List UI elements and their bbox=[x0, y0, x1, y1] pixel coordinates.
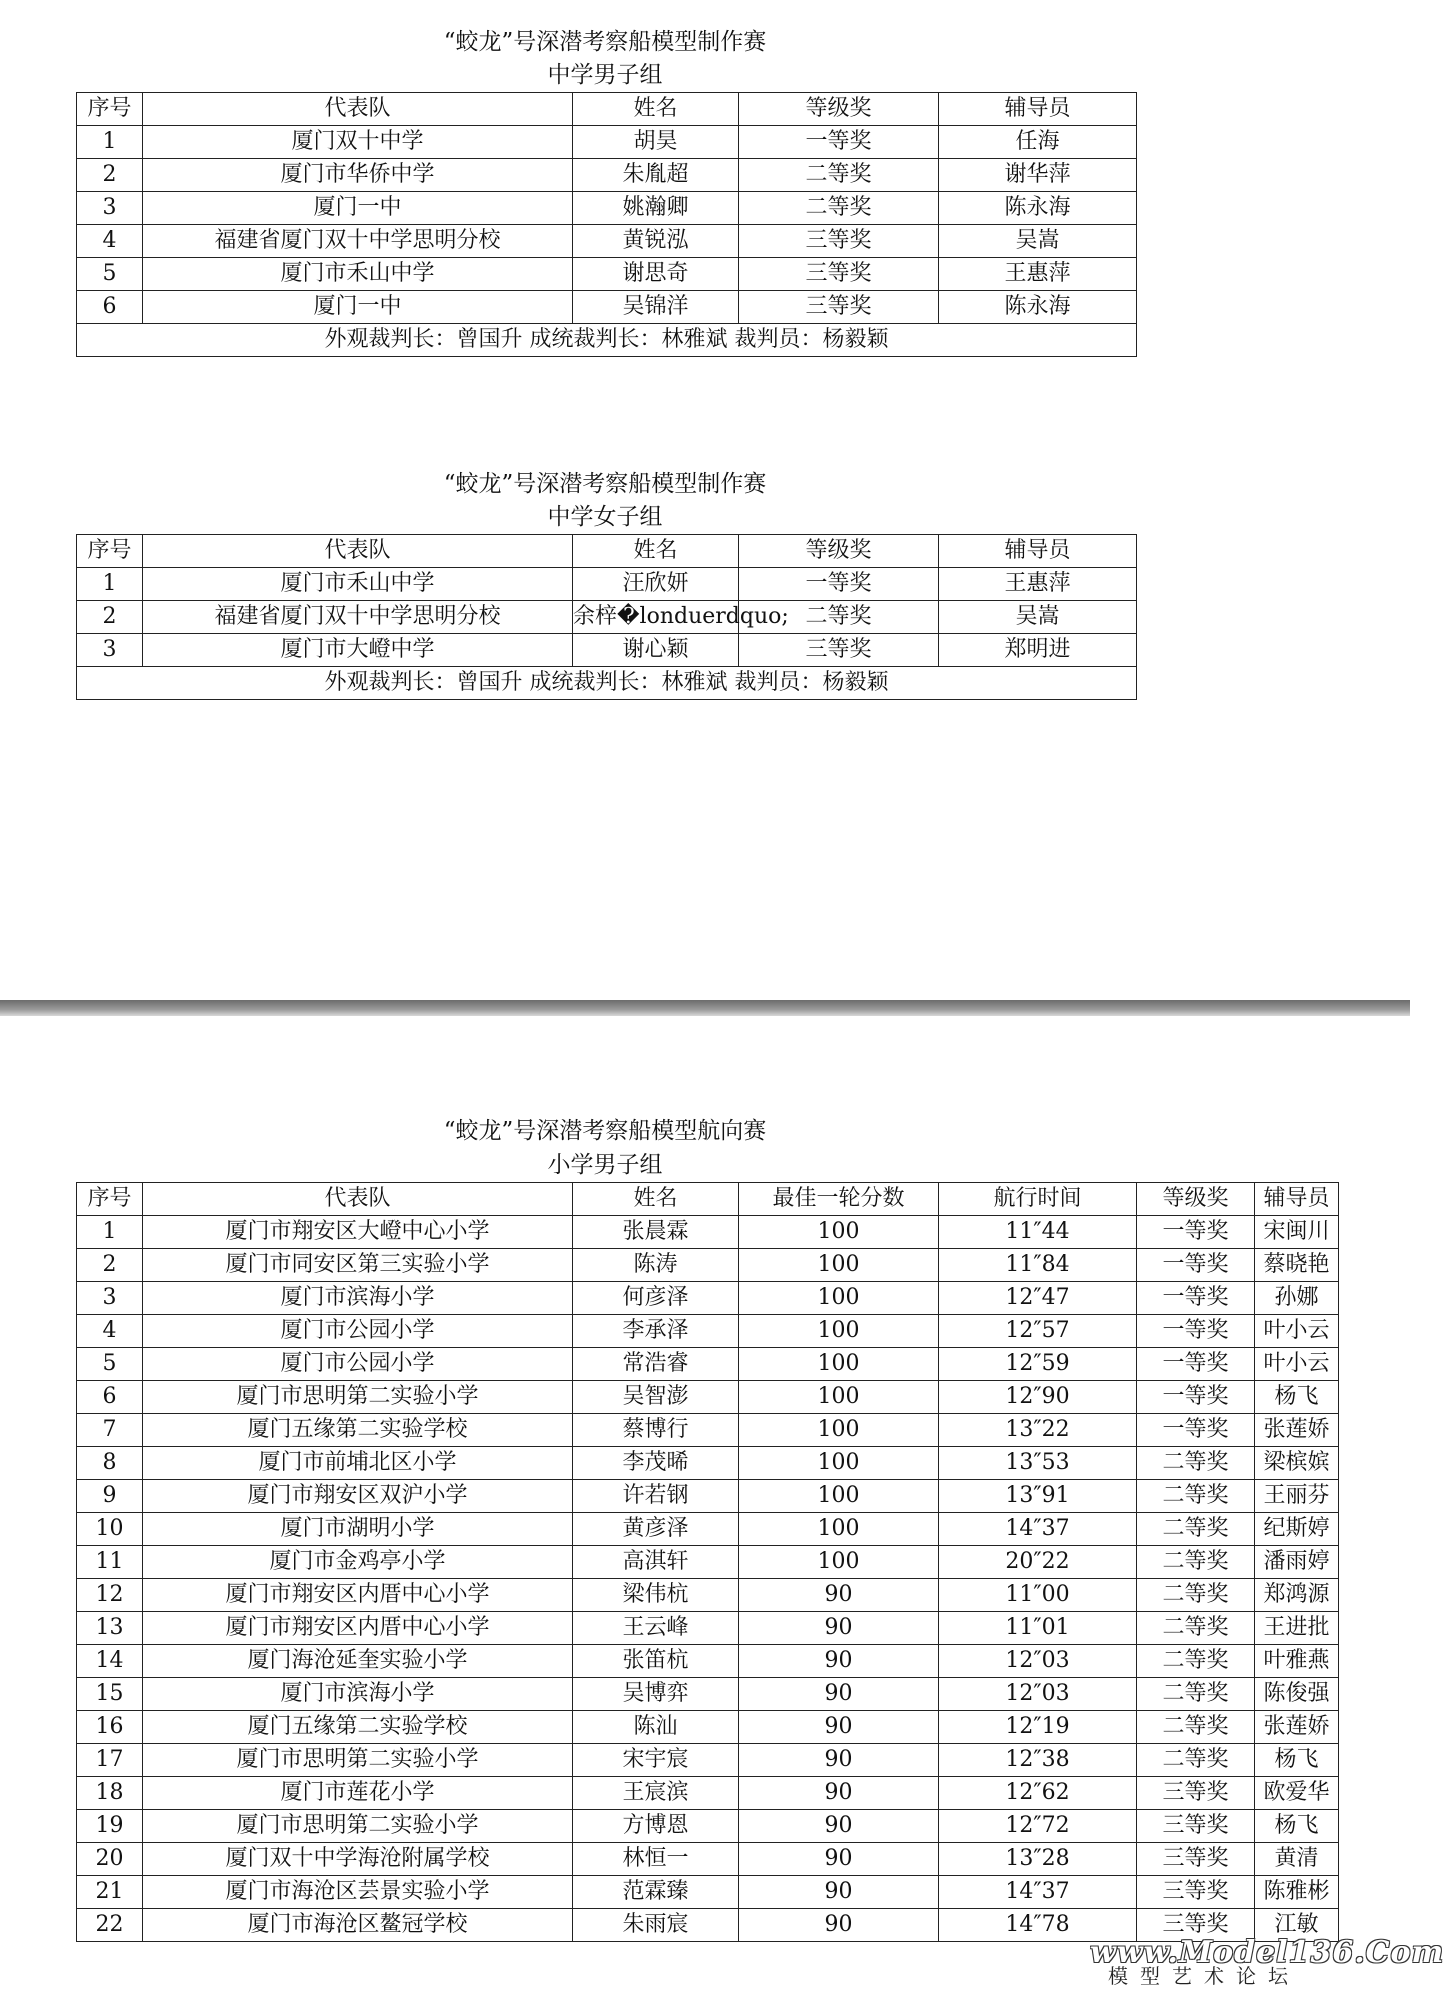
table-cell: 90 bbox=[739, 1744, 939, 1777]
table-cell: 二等奖 bbox=[1137, 1645, 1255, 1678]
table-cell: 叶小云 bbox=[1255, 1315, 1339, 1348]
table-cell: 厦门一中 bbox=[143, 291, 573, 324]
table-cell: 厦门市海沧区鳌冠学校 bbox=[143, 1909, 573, 1942]
table-cell: 陈涛 bbox=[573, 1249, 739, 1282]
table-cell: 孙娜 bbox=[1255, 1282, 1339, 1315]
table-cell: 宋闽川 bbox=[1255, 1216, 1339, 1249]
table-cell: 王云峰 bbox=[573, 1612, 739, 1645]
table-cell: 朱雨宸 bbox=[573, 1909, 739, 1942]
results-table bbox=[76, 92, 1137, 357]
table-cell: 姚瀚卿 bbox=[573, 192, 739, 225]
table-cell: 90 bbox=[739, 1711, 939, 1744]
judges-text: 外观裁判长：曾国升 成统裁判长：林雅斌 裁判员：杨毅颖 bbox=[77, 667, 1137, 700]
column-header: 姓名 bbox=[573, 1183, 739, 1216]
table-cell: 厦门市思明第二实验小学 bbox=[143, 1744, 573, 1777]
table-cell: 厦门市莲花小学 bbox=[143, 1777, 573, 1810]
table-cell: 谢华萍 bbox=[939, 159, 1137, 192]
table-cell: 杨飞 bbox=[1255, 1744, 1339, 1777]
table-cell: 福建省厦门双十中学思明分校 bbox=[143, 225, 573, 258]
table-cell: 二等奖 bbox=[1137, 1744, 1255, 1777]
table-cell: 厦门市禾山中学 bbox=[143, 568, 573, 601]
table-cell: 12 bbox=[77, 1579, 143, 1612]
header-row bbox=[77, 93, 1137, 126]
table-cell: 三等奖 bbox=[1137, 1843, 1255, 1876]
table-cell: 一等奖 bbox=[1137, 1348, 1255, 1381]
table-cell: 厦门市滨海小学 bbox=[143, 1678, 573, 1711]
table-cell: 12″03 bbox=[939, 1645, 1137, 1678]
column-header: 等级奖 bbox=[739, 93, 939, 126]
table-cell: 陈永海 bbox=[939, 192, 1137, 225]
table-cell: 厦门市滨海小学 bbox=[143, 1282, 573, 1315]
table-cell: 陈永海 bbox=[939, 291, 1137, 324]
table-cell: 90 bbox=[739, 1777, 939, 1810]
table-cell: 90 bbox=[739, 1678, 939, 1711]
table-cell: 11″01 bbox=[939, 1612, 1137, 1645]
table-cell: 梁槟嫔 bbox=[1255, 1447, 1339, 1480]
table-row bbox=[77, 1348, 1339, 1381]
table-cell: 王宸滨 bbox=[573, 1777, 739, 1810]
table-cell: 厦门市思明第二实验小学 bbox=[143, 1381, 573, 1414]
table-cell: 厦门市前埔北区小学 bbox=[143, 1447, 573, 1480]
table-cell: 二等奖 bbox=[1137, 1612, 1255, 1645]
table-cell: 方博恩 bbox=[573, 1810, 739, 1843]
table-cell: 二等奖 bbox=[1137, 1579, 1255, 1612]
table-cell: 12″38 bbox=[939, 1744, 1137, 1777]
table-cell: 吴嵩 bbox=[939, 601, 1137, 634]
table-cell: 13″91 bbox=[939, 1480, 1137, 1513]
table-cell: 90 bbox=[739, 1909, 939, 1942]
table-cell: 二等奖 bbox=[1137, 1480, 1255, 1513]
table-cell: 厦门市公园小学 bbox=[143, 1348, 573, 1381]
judges-row bbox=[77, 667, 1137, 700]
table-row bbox=[77, 1216, 1339, 1249]
table-cell: 100 bbox=[739, 1480, 939, 1513]
table-cell: 常浩睿 bbox=[573, 1348, 739, 1381]
table-cell: 17 bbox=[77, 1744, 143, 1777]
table-cell: 厦门市禾山中学 bbox=[143, 258, 573, 291]
table-cell: 厦门市大嶝中学 bbox=[143, 634, 573, 667]
table-row bbox=[77, 568, 1137, 601]
table-cell: 二等奖 bbox=[1137, 1447, 1255, 1480]
table-cell: 11″84 bbox=[939, 1249, 1137, 1282]
table-cell: 厦门一中 bbox=[143, 192, 573, 225]
table-cell: 100 bbox=[739, 1249, 939, 1282]
judges-text: 外观裁判长：曾国升 成统裁判长：林雅斌 裁判员：杨毅颖 bbox=[77, 324, 1137, 357]
table-row bbox=[77, 1249, 1339, 1282]
table-cell: 高淇轩 bbox=[573, 1546, 739, 1579]
table-cell: 张晨霖 bbox=[573, 1216, 739, 1249]
table-cell: 胡昊 bbox=[573, 126, 739, 159]
judges-row bbox=[77, 324, 1137, 357]
table-row bbox=[77, 291, 1137, 324]
watermark-url: www.Model136.Com bbox=[1090, 1935, 1444, 1970]
table-cell: 3 bbox=[77, 192, 143, 225]
table-cell: 黄彦泽 bbox=[573, 1513, 739, 1546]
header-row bbox=[77, 535, 1137, 568]
column-header: 辅导员 bbox=[1255, 1183, 1339, 1216]
table-cell: 王丽芬 bbox=[1255, 1480, 1339, 1513]
table-cell: 陈汕 bbox=[573, 1711, 739, 1744]
table-cell: 杨飞 bbox=[1255, 1810, 1339, 1843]
table-cell: 5 bbox=[77, 1348, 143, 1381]
table-cell: 12″47 bbox=[939, 1282, 1137, 1315]
column-header: 航行时间 bbox=[939, 1183, 1137, 1216]
table-cell: 王惠萍 bbox=[939, 568, 1137, 601]
table-cell: 蔡晓艳 bbox=[1255, 1249, 1339, 1282]
table-cell: 厦门市翔安区大嶝中心小学 bbox=[143, 1216, 573, 1249]
table-cell: 黄锐泓 bbox=[573, 225, 739, 258]
table-cell: 5 bbox=[77, 258, 143, 291]
table-cell: 王进批 bbox=[1255, 1612, 1339, 1645]
table-cell: 厦门海沧延奎实验小学 bbox=[143, 1645, 573, 1678]
table-cell: 12″90 bbox=[939, 1381, 1137, 1414]
table-cell: 林恒一 bbox=[573, 1843, 739, 1876]
table-cell: 14 bbox=[77, 1645, 143, 1678]
table-cell: 90 bbox=[739, 1645, 939, 1678]
results-table bbox=[76, 1182, 1339, 1942]
table-cell: 厦门市思明第二实验小学 bbox=[143, 1810, 573, 1843]
table-cell: 厦门市金鸡亭小学 bbox=[143, 1546, 573, 1579]
column-header: 序号 bbox=[77, 93, 143, 126]
table-cell: 郑明进 bbox=[939, 634, 1137, 667]
table-cell: 一等奖 bbox=[1137, 1414, 1255, 1447]
table-row bbox=[77, 225, 1137, 258]
table-cell: 2 bbox=[77, 601, 143, 634]
table-cell: 二等奖 bbox=[1137, 1678, 1255, 1711]
table-row bbox=[77, 1480, 1339, 1513]
table-cell: 张笛杭 bbox=[573, 1645, 739, 1678]
table-cell: 90 bbox=[739, 1810, 939, 1843]
table-row bbox=[77, 1612, 1339, 1645]
table-row bbox=[77, 1315, 1339, 1348]
table-cell: 三等奖 bbox=[1137, 1777, 1255, 1810]
table-row bbox=[77, 1843, 1339, 1876]
table-row bbox=[77, 1645, 1339, 1678]
table-cell: 16 bbox=[77, 1711, 143, 1744]
table-row bbox=[77, 1711, 1339, 1744]
table-cell: 2 bbox=[77, 1249, 143, 1282]
table-cell: 三等奖 bbox=[1137, 1876, 1255, 1909]
table-cell: 90 bbox=[739, 1579, 939, 1612]
table-row bbox=[77, 192, 1137, 225]
table-cell: 李承泽 bbox=[573, 1315, 739, 1348]
table-cell: 90 bbox=[739, 1843, 939, 1876]
table-cell: 12″03 bbox=[939, 1678, 1137, 1711]
table-cell: 二等奖 bbox=[1137, 1513, 1255, 1546]
table-cell: 欧爱华 bbox=[1255, 1777, 1339, 1810]
table-cell: 90 bbox=[739, 1876, 939, 1909]
table-row bbox=[77, 1447, 1339, 1480]
table-row bbox=[77, 1414, 1339, 1447]
table-row bbox=[77, 1810, 1339, 1843]
table-cell: 1 bbox=[77, 568, 143, 601]
table-row bbox=[77, 1282, 1339, 1315]
table-cell: 叶雅燕 bbox=[1255, 1645, 1339, 1678]
table-cell: 一等奖 bbox=[739, 568, 939, 601]
watermark-forum: 模型艺术论坛 bbox=[1108, 1964, 1300, 1988]
table-cell: 何彦泽 bbox=[573, 1282, 739, 1315]
section-title: “蛟龙”号深潜考察船模型制作赛 bbox=[443, 29, 767, 55]
table-row bbox=[77, 1876, 1339, 1909]
table-row bbox=[77, 1381, 1339, 1414]
table-cell: 一等奖 bbox=[739, 126, 939, 159]
table-cell: 江敏 bbox=[1255, 1909, 1339, 1942]
table-cell: 3 bbox=[77, 634, 143, 667]
table-cell: 14″37 bbox=[939, 1876, 1137, 1909]
table-cell: 厦门市华侨中学 bbox=[143, 159, 573, 192]
table-cell: 谢思奇 bbox=[573, 258, 739, 291]
section-subtitle: 中学男子组 bbox=[547, 62, 663, 88]
table-cell: 陈俊强 bbox=[1255, 1678, 1339, 1711]
table-cell: 100 bbox=[739, 1216, 939, 1249]
table-cell: 100 bbox=[739, 1546, 939, 1579]
table-cell: 2 bbox=[77, 159, 143, 192]
table-cell: 三等奖 bbox=[739, 291, 939, 324]
table-cell: 蔡博行 bbox=[573, 1414, 739, 1447]
table-cell: 二等奖 bbox=[1137, 1546, 1255, 1579]
table-cell: 14″37 bbox=[939, 1513, 1137, 1546]
table-cell: 三等奖 bbox=[739, 258, 939, 291]
table-cell: 宋宇宸 bbox=[573, 1744, 739, 1777]
column-header: 序号 bbox=[77, 535, 143, 568]
table-cell: 厦门五缘第二实验学校 bbox=[143, 1414, 573, 1447]
table-cell: 12″57 bbox=[939, 1315, 1137, 1348]
table-cell: 100 bbox=[739, 1381, 939, 1414]
table-cell: 叶小云 bbox=[1255, 1348, 1339, 1381]
table-cell: 一等奖 bbox=[1137, 1249, 1255, 1282]
column-header: 辅导员 bbox=[939, 93, 1137, 126]
table-cell: 福建省厦门双十中学思明分校 bbox=[143, 601, 573, 634]
table-cell: 14″78 bbox=[939, 1909, 1137, 1942]
table-cell: 二等奖 bbox=[739, 159, 939, 192]
table-cell: 潘雨婷 bbox=[1255, 1546, 1339, 1579]
table-cell: 二等奖 bbox=[739, 601, 939, 634]
table-row bbox=[77, 159, 1137, 192]
table-cell: 厦门双十中学 bbox=[143, 126, 573, 159]
table-cell: 厦门市湖明小学 bbox=[143, 1513, 573, 1546]
table-cell: 厦门双十中学海沧附属学校 bbox=[143, 1843, 573, 1876]
table-cell: 12″59 bbox=[939, 1348, 1137, 1381]
table-cell: 100 bbox=[739, 1348, 939, 1381]
table-cell: 12″19 bbox=[939, 1711, 1137, 1744]
table-cell: 李茂晞 bbox=[573, 1447, 739, 1480]
table-cell: 1 bbox=[77, 1216, 143, 1249]
column-header: 代表队 bbox=[143, 535, 573, 568]
table-cell: 杨飞 bbox=[1255, 1381, 1339, 1414]
table-cell: 20″22 bbox=[939, 1546, 1137, 1579]
section-title: “蛟龙”号深潜考察船模型航向赛 bbox=[443, 1118, 767, 1144]
table-cell: 13″22 bbox=[939, 1414, 1137, 1447]
page-divider bbox=[0, 1000, 1410, 1016]
table-cell: 三等奖 bbox=[739, 225, 939, 258]
table-cell: 二等奖 bbox=[1137, 1711, 1255, 1744]
column-header: 姓名 bbox=[573, 535, 739, 568]
table-cell: 100 bbox=[739, 1414, 939, 1447]
table-cell: 13 bbox=[77, 1612, 143, 1645]
results-table bbox=[76, 534, 1137, 700]
table-cell: 朱胤超 bbox=[573, 159, 739, 192]
column-header: 代表队 bbox=[143, 1183, 573, 1216]
table-row bbox=[77, 1513, 1339, 1546]
table-cell: 陈雅彬 bbox=[1255, 1876, 1339, 1909]
section-title: “蛟龙”号深潜考察船模型制作赛 bbox=[443, 471, 767, 497]
table-cell: 22 bbox=[77, 1909, 143, 1942]
column-header: 辅导员 bbox=[939, 535, 1137, 568]
table-row bbox=[77, 258, 1137, 291]
table-row bbox=[77, 1777, 1339, 1810]
table-row bbox=[77, 1579, 1339, 1612]
table-cell: 王惠萍 bbox=[939, 258, 1137, 291]
column-header: 姓名 bbox=[573, 93, 739, 126]
table-cell: 范霖臻 bbox=[573, 1876, 739, 1909]
table-cell: 20 bbox=[77, 1843, 143, 1876]
table-row bbox=[77, 601, 1137, 634]
table-cell: 吴博弈 bbox=[573, 1678, 739, 1711]
table-cell: 12″62 bbox=[939, 1777, 1137, 1810]
table-row bbox=[77, 1678, 1339, 1711]
table-cell: 一等奖 bbox=[1137, 1381, 1255, 1414]
table-cell: 厦门市翔安区内厝中心小学 bbox=[143, 1612, 573, 1645]
table-cell: 一等奖 bbox=[1137, 1216, 1255, 1249]
table-cell: 19 bbox=[77, 1810, 143, 1843]
section-subtitle: 小学男子组 bbox=[547, 1152, 663, 1178]
table-cell: 100 bbox=[739, 1315, 939, 1348]
table-cell: 厦门市海沧区芸景实验小学 bbox=[143, 1876, 573, 1909]
table-cell: 8 bbox=[77, 1447, 143, 1480]
header-row bbox=[77, 1183, 1339, 1216]
section-subtitle: 中学女子组 bbox=[547, 504, 663, 530]
column-header: 等级奖 bbox=[1137, 1183, 1255, 1216]
table-cell: 100 bbox=[739, 1447, 939, 1480]
table-cell: 6 bbox=[77, 1381, 143, 1414]
table-cell: 13″53 bbox=[939, 1447, 1137, 1480]
table-cell: 一等奖 bbox=[1137, 1282, 1255, 1315]
table-cell: 任海 bbox=[939, 126, 1137, 159]
table-cell: 余梓�londuerdquo; bbox=[573, 601, 739, 634]
table-cell: 11″00 bbox=[939, 1579, 1137, 1612]
table-cell: 100 bbox=[739, 1282, 939, 1315]
table-cell: 厦门市翔安区双沪小学 bbox=[143, 1480, 573, 1513]
table-cell: 三等奖 bbox=[1137, 1810, 1255, 1843]
column-header: 等级奖 bbox=[739, 535, 939, 568]
table-cell: 三等奖 bbox=[1137, 1909, 1255, 1942]
table-cell: 吴锦洋 bbox=[573, 291, 739, 324]
table-cell: 张莲娇 bbox=[1255, 1414, 1339, 1447]
table-cell: 黄清 bbox=[1255, 1843, 1339, 1876]
table-cell: 21 bbox=[77, 1876, 143, 1909]
table-cell: 10 bbox=[77, 1513, 143, 1546]
table-cell: 厦门市翔安区内厝中心小学 bbox=[143, 1579, 573, 1612]
table-cell: 谢心颖 bbox=[573, 634, 739, 667]
table-row bbox=[77, 1744, 1339, 1777]
table-cell: 三等奖 bbox=[739, 634, 939, 667]
table-cell: 郑鸿源 bbox=[1255, 1579, 1339, 1612]
table-cell: 吴嵩 bbox=[939, 225, 1137, 258]
table-cell: 13″28 bbox=[939, 1843, 1137, 1876]
table-cell: 6 bbox=[77, 291, 143, 324]
table-cell: 吴智澎 bbox=[573, 1381, 739, 1414]
table-row bbox=[77, 126, 1137, 159]
table-cell: 90 bbox=[739, 1612, 939, 1645]
column-header: 最佳一轮分数 bbox=[739, 1183, 939, 1216]
table-cell: 3 bbox=[77, 1282, 143, 1315]
table-cell: 厦门市同安区第三实验小学 bbox=[143, 1249, 573, 1282]
table-cell: 4 bbox=[77, 225, 143, 258]
column-header: 序号 bbox=[77, 1183, 143, 1216]
table-cell: 汪欣妍 bbox=[573, 568, 739, 601]
table-cell: 一等奖 bbox=[1137, 1315, 1255, 1348]
table-cell: 梁伟杭 bbox=[573, 1579, 739, 1612]
table-cell: 二等奖 bbox=[739, 192, 939, 225]
table-cell: 18 bbox=[77, 1777, 143, 1810]
table-cell: 1 bbox=[77, 126, 143, 159]
table-cell: 许若钢 bbox=[573, 1480, 739, 1513]
table-cell: 厦门市公园小学 bbox=[143, 1315, 573, 1348]
table-cell: 15 bbox=[77, 1678, 143, 1711]
table-row bbox=[77, 634, 1137, 667]
table-cell: 张莲娇 bbox=[1255, 1711, 1339, 1744]
table-cell: 纪斯婷 bbox=[1255, 1513, 1339, 1546]
table-cell: 12″72 bbox=[939, 1810, 1137, 1843]
table-cell: 100 bbox=[739, 1513, 939, 1546]
table-cell: 11″44 bbox=[939, 1216, 1137, 1249]
table-cell: 7 bbox=[77, 1414, 143, 1447]
column-header: 代表队 bbox=[143, 93, 573, 126]
table-cell: 4 bbox=[77, 1315, 143, 1348]
table-cell: 11 bbox=[77, 1546, 143, 1579]
table-row bbox=[77, 1546, 1339, 1579]
table-cell: 9 bbox=[77, 1480, 143, 1513]
table-cell: 厦门五缘第二实验学校 bbox=[143, 1711, 573, 1744]
